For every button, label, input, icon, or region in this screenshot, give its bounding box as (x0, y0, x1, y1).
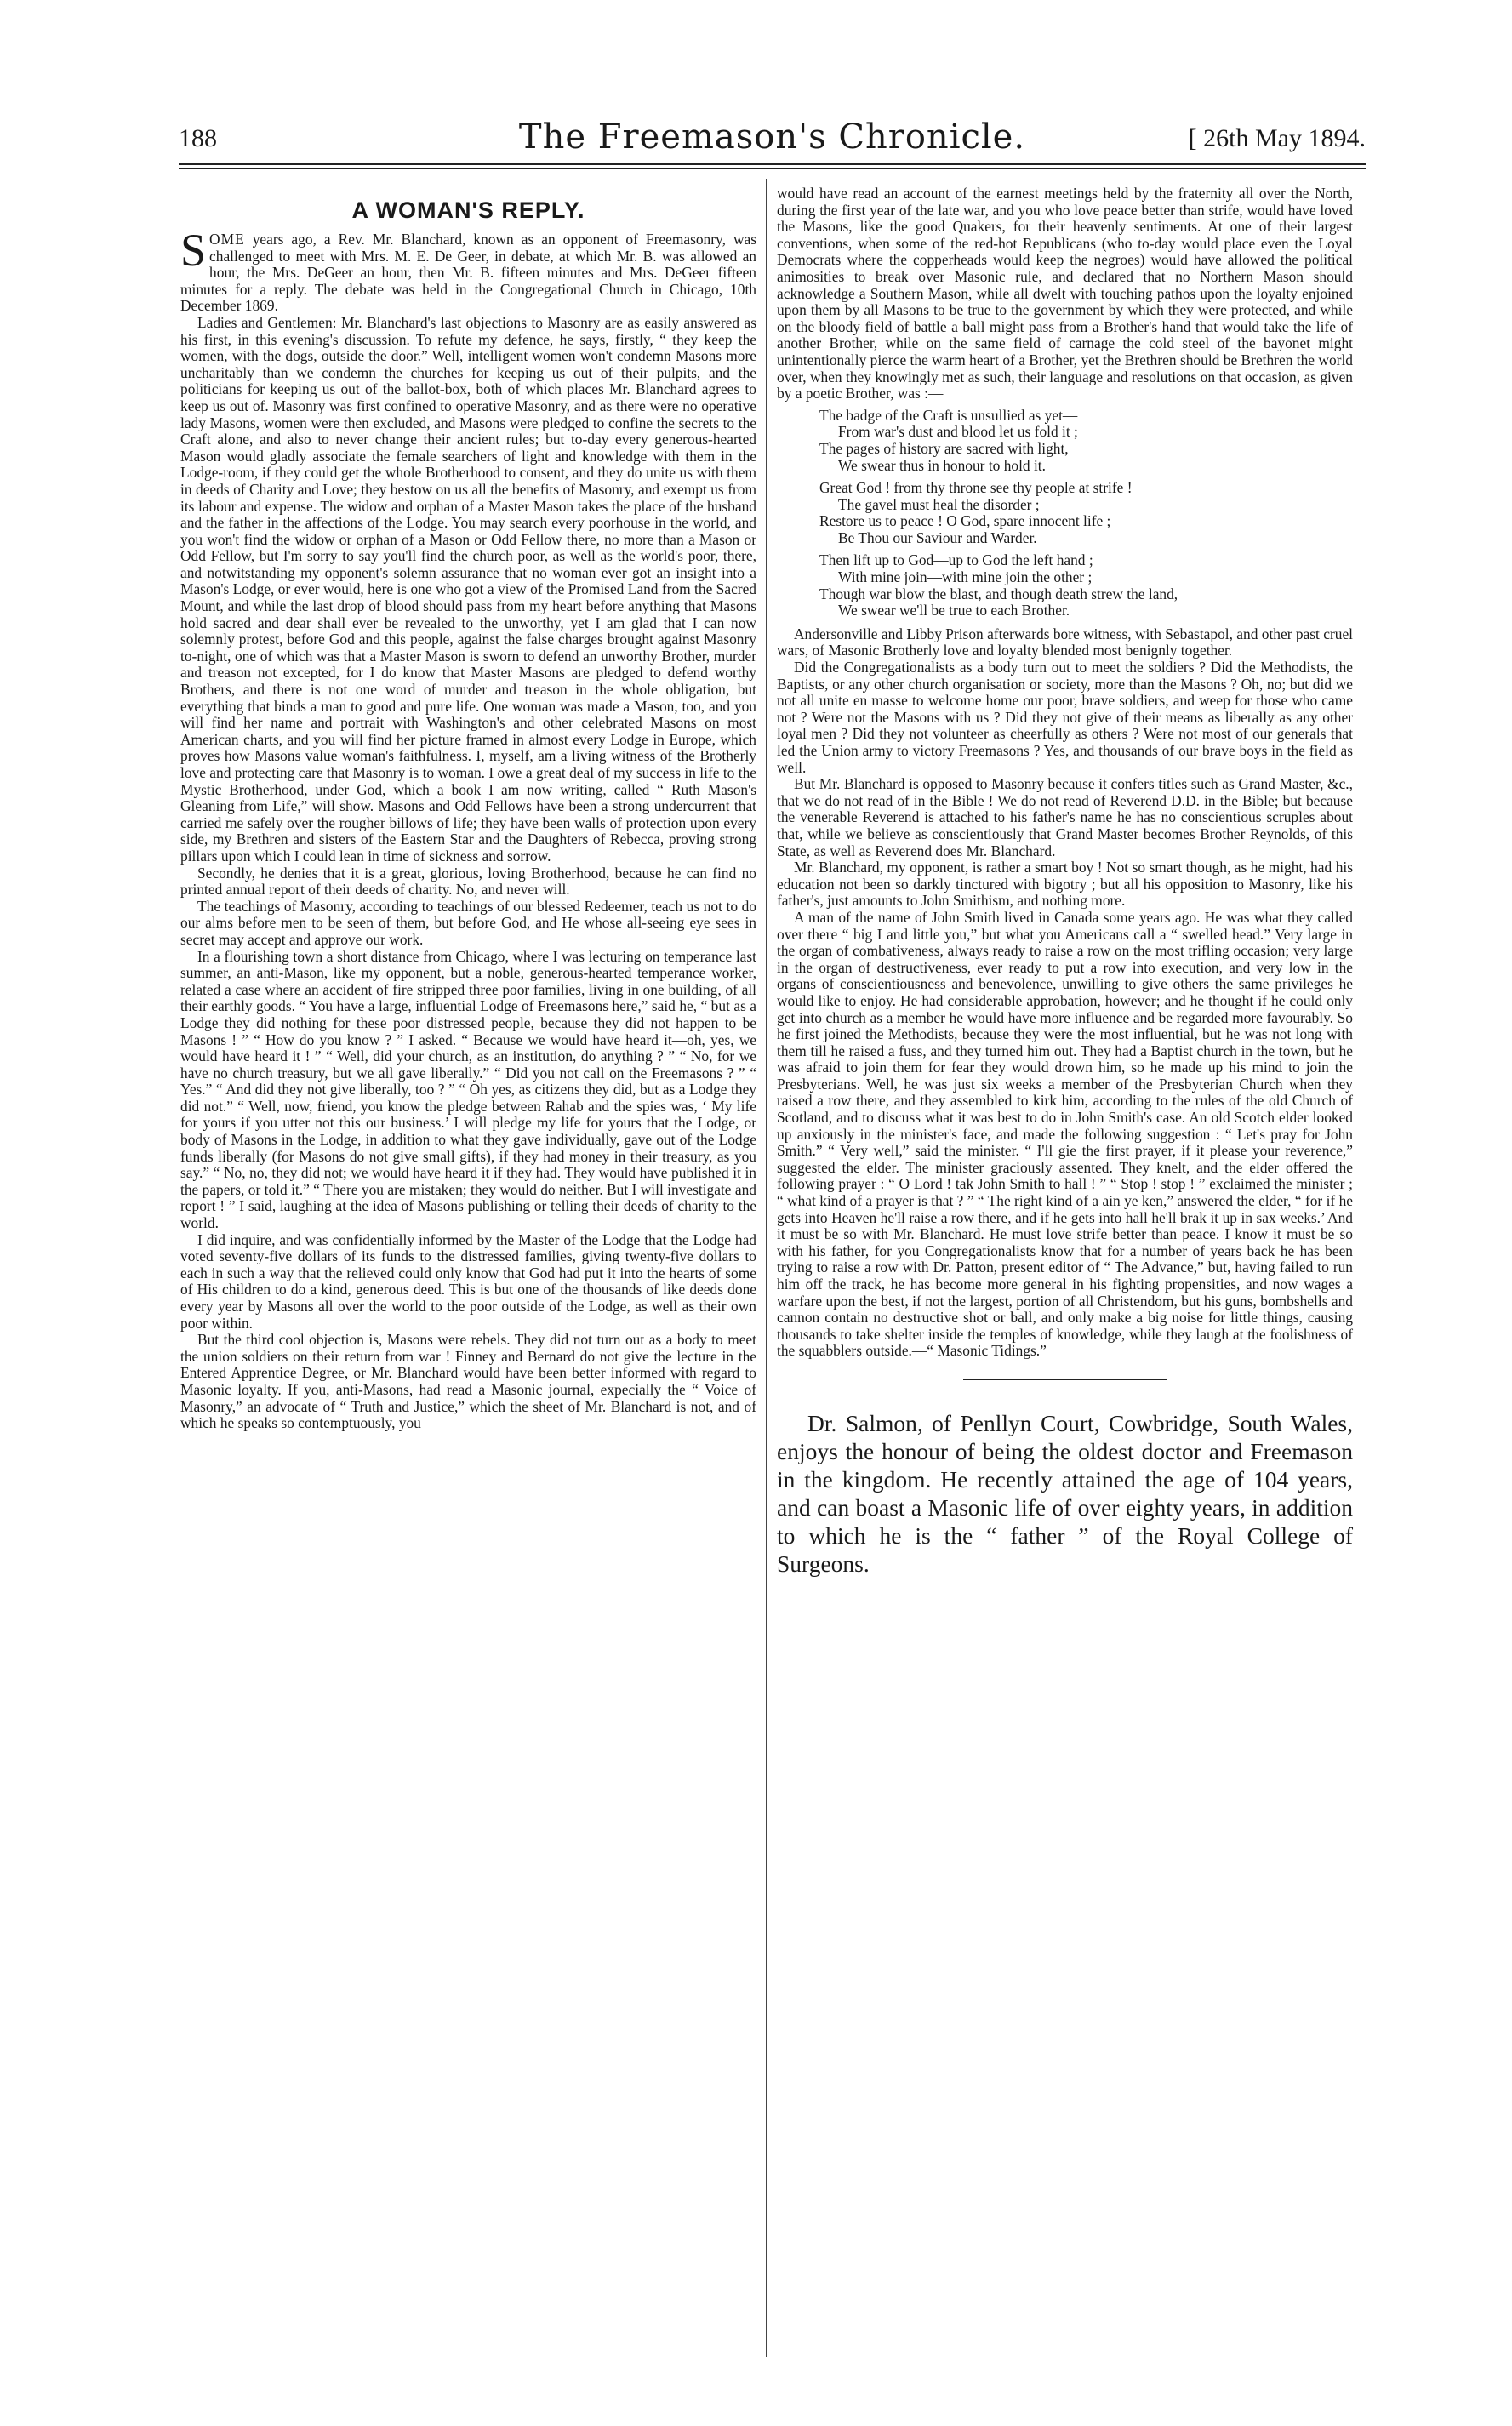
article-continuation: would have read an account of the earnest meetings held by the fraternity all over the North, during the first year of the late war, and you who love peace better than strife, would have loved the Masons, like the good Quakers, for their heavenly sentiments. At one of their largest conventions, when some of the red-hot Republicans (who to-day would place even the Loyal Democrats where the copperheads would keep the negroes) would have allowed the political animosities to break over Masonic rule, and declared that no Northern Mason should acknowledge a Southern Mason, while all dwelt with touching pathos upon the loyalty enjoined upon them by all Masons to be true to the government by which they were protected, and while on the bloody field of battle a ball might pass from a Brother's hand that would take the life of another Brother, while on the same field of carnage the cold steel of the bayonet might unintentionally pierce the warm heart of a Brother, yet the Brethren should be Brethren the world over, when they knowingly met as such, their language and resolutions on that occasion, as given by a poetic Brother, was :— (777, 185, 1353, 402)
drop-cap: S (180, 225, 207, 276)
poem-stanza (819, 552, 1353, 619)
column-divider (766, 179, 767, 2357)
masthead-rule (179, 163, 1366, 165)
article-paragraph: In a flourishing town a short distance from Chicago, where I was lecturing on temperance last summer, an anti-Mason, like my opponent, but a noble, generous-hearted temperance worker, related a case where an accident of fire stripped three poor families, living in one building, of all their earthly goods. “ You have a large, influential Lodge of Freemasons here,” said he, “ but as a Lodge they did nothing for these poor distressed people, because they did not happen to be Masons ! ” “ How do you know ? ” I asked. “ Because we would have heard it—oh, yes, we would have heard it ! ” “ Well, did your church, as an institution, do anything ? ” “ No, for we have no church treasury, but we all gave liberally.” “ Did you not call on the Freemasons ? ” “ Yes.” “ And did they not give liberally, too ? ” “ Oh yes, as citizens they did, but as a Lodge they did not.” “ Well, now, friend, you know the pledge between Rahab and the spies was, ‘ My life for yours if you utter not this our business.’ I will pledge my life for yours that the Lodge, or body of Masons in the Lodge, in addition to what they gave individually, gave out of the Lodge funds liberally (for Masons do not give small gifts), if they had money in their treasury, as you say.” “ No, no, they did not; we would have heard it if they had. They would have published it in the papers, or told it.” “ There you are mistaken; they would do neither. But I will investigate and report ! ” I said, laughing at the idea of Masons publishing or telling their deeds of charity to the world. (180, 947, 756, 1232)
poem-line: From war's dust and blood let us fold it ; (838, 423, 1078, 441)
masthead (179, 117, 1366, 160)
poem-line: Though war blow the blast, and though death strew the land, (819, 585, 1178, 602)
journal-title: The Freemason's Chronicle. (518, 117, 1026, 157)
poem-stanza (819, 408, 1353, 474)
article-title: A WOMAN'S REPLY. (351, 197, 585, 223)
news-item-salmon: Dr. Salmon, of Penllyn Court, Cowbridge, South Wales, enjoys the honour of being the oldest doctor and Freemason in the kingdom. He recently attained the age of 104 years, and can boast a Masonic life of over eighty years, in addition to which he is the “ father ” of the Royal College of Surgeons. (777, 1409, 1353, 1577)
article-paragraph: I did inquire, and was confidentially informed by the Master of the Lodge that the Lodge had voted seventy-five dollars of its funds to the distressed families, giving twenty-five dollars to each in such a way that the relieved could only know that God had put it into the hearts of some of His children to do a kind, generous deed. This is but one of the thousands of like deeds done every year by Masons all over the world to the poor outside of the Lodge, as well as their own poor within. (180, 1230, 756, 1332)
poem-stanza (819, 480, 1353, 546)
poem-line: We swear thus in honour to hold it. (838, 456, 1046, 474)
article-paragraph: Andersonville and Libby Prison afterwards bore witness, with Sebastapol, and other past cruel wars, of Masonic Brotherly love and loyalty blended most benignly together. (777, 625, 1353, 659)
opening-word: OME (209, 231, 245, 248)
poem-line: Be Thou our Saviour and Warder. (838, 528, 1037, 546)
poem (819, 408, 1353, 619)
page-number: 188 (179, 124, 217, 152)
article-paragraph: But Mr. Blanchard is opposed to Masonry because it confers titles such as Grand Master, &c., that we do not read of in the Bible ! We do not read of Reverend D.D. in the Bible; but because the venerable Reverend is attached to his father's name he has no conscientious scruples about that, while we believe as conscientiously that Grand Master becomes Brother Reynolds, of this State, as well as Reverend does Mr. Blanchard. (777, 775, 1353, 859)
article-paragraph: Mr. Blanchard, my opponent, is rather a smart boy ! Not so smart though, as he might, had his education not been so darkly tinctured with bigotry ; but all his opposition to Masonry, like his father's, just amounts to John Smithism, and nothing more. (777, 859, 1353, 910)
poem-line: The gavel must heal the disorder ; (838, 495, 1040, 513)
poem-line: The pages of history are sacred with light, (819, 439, 1069, 457)
article-intro (180, 225, 756, 315)
issue-date: [ 26th May 1894. (1188, 124, 1366, 152)
poem-line: Restore us to peace ! O God, spare innocent life ; (819, 512, 1111, 530)
right-column (777, 186, 1353, 1578)
poem-line: Then lift up to God—up to God the left hand ; (819, 551, 1093, 569)
poem-line: With mine join—with mine join the other ; (838, 568, 1093, 586)
poem-line: The badge of the Craft is unsullied as yet— (819, 406, 1078, 424)
poem-line: We swear we'll be true to each Brother. (838, 602, 1070, 619)
article-paragraph: Ladies and Gentlemen: Mr. Blanchard's last objections to Masonry are as easily answered as his first, in this evening's discussion. To refute my defence, he says, firstly, “ they keep the women, with the dogs, outside the door.” Well, intelligent women won't condemn Masons more uncharitably than we condemn the churches for keeping us out of their pulpits, and the politicians for keeping us out of the ballot-box, both of which places Mr. Blanchard agrees to keep us out of. Masonry was first confined to operative Masonry, and as there were no operative lady Masons, women were then excluded, and Masons were pledged to confine the secrets to the Craft alone, and also to never change their ancient rules; but to-day every generous-hearted Mason would gladly associate the female searchers of light and knowledge with them in the Lodge-room, if they could get the whole Brotherhood to consent, and they do unite us with them in deeds of Charity and Love; they bestow on us all the benefits of Masonry, and exempt us from its labour and expense. The widow and orphan of a Master Mason takes the place of the husband and the father in the affections of the Lodge. You may search every poorhouse in the world, and you won't find the widow or orphan of a Mason or Odd Fellow there, no more than a Mason or Odd Fellow, but I'm sorry to say you'll find the church poor, as well as the world's poor, there, and notwitstanding my opponent's solemn assurance that no woman ever got an insight into a Mason's Lodge, or ever would, here is one who got a view of the Promised Land from the Sacred Mount, and while the last drop of blood should pass from my heart before anything that Masons hold sacred and dear shall ever be revealed to the unworthy, yet I am glad that I can now solemnly protest, before God and this people, against the false charges brought against Masonry to-night, one of which was that a Master Mason is sworn to defend an unworthy Brother, murder and treason not excepted, for I do know that Master Masons are pledged to defend worthy Brothers, and there is not one word of murder and treason in the whole obligation, but everything that binds a man to good and pure life. One woman was made a Mason, too, and you will find her name and portrait with Washington's and other celebrated Masons on most American charts, and you will find her picture framed in almost every Lodge in Europe, which proves how Masons value woman's faithfulness. I, myself, am a living witness of the Brotherly love and protecting care that Masonry is to woman. I owe a great deal of my success in life to the Mystic Brotherhood, under God, which a book I am now writing, called “ Ruth Mason's Gleaning from Life,” will show. Masons and Odd Fellows have been a strong undercurrent that carried me safely over the rougher billows of life; they have been walls of protection upon every side, my Brethren and sisters of the Eastern Star and the Daughters of Rebecca, proving strong pillars upon which I could lean in time of sickness and sorrow. (180, 313, 756, 865)
intro-text: years ago, a Rev. Mr. Blanchard, known as an opponent of Freemasonry, was challenged to meet with Mrs. M. E. De Geer, in debate, at which Mr. B. was allowed an hour, the Mrs. DeGeer an hour, then Mr. B. fifteen minutes and Mrs. DeGeer fifteen minutes for a reply. The debate was held in the Congregational Church in Chicago, 10th December 1869. (180, 231, 756, 315)
article-paragraph: The teachings of Masonry, according to teachings of our blessed Redeemer, teach us not to do our alms before men to be seen of them, but before God, and He whose all-seeing eye sees in secret may accept and approve our work. (180, 897, 756, 948)
article-paragraph: A man of the name of John Smith lived in Canada some years ago. He was what they called over there “ big I and little you,” but what you Americans call a “ swelled head.” Very large in the organ of combativeness, always ready to raise a row on the most trifling occasion; very large in the organ of destructiveness, ever ready to put a row into execution, and very low in the organs of conscientiousness and benevolence, unwilling to give others the same privileges he would like to enjoy. He had considerable approbation, however; and he thought if he could only get into church as a member he would have more influence and be regarded more favourably. So he first joined the Methodists, because they were the most influential, but he was not long with them till he raised a fuss, and they turned him out. They had a Baptist church in the town, but he was afraid to join them for fear they would drown him, so he made up his mind to join the Presbyterians. Well, he was just six weeks a member of the Presbyterian Church when they raised a row there, and they assembled to kirk him, according to the rules of the old Church of Scotland, and to discuss what it was best to do in John Smith's case. An old Scotch elder looked up anxiously in the minister's face, and made the following suggestion : “ Let's pray for John Smith.” “ Very well,” said the minister. “ I'll gie the first prayer, if it please your reverence,” suggested the elder. The minister graciously assented. They knelt, and the elder offered the following prayer : “ O Lord ! tak John Smith to hall ! ” “ Stop ! stop ! ” exclaimed the minister ; “ what kind of a prayer is that ? ” “ The right kind of a ain ye ken,” answered the elder, “ for if he gets into Heaven he'll raise a row there, and if he gets into hall he'll brak it up in sax weeks.’ And it must be so with Mr. Blanchard. He must love strife better than peace. I know it must be so with his father, for you Congregationalists know that for a number of years back he has been trying to raise a row with Dr. Patton, present editor of “ The Advance,” but, having failed to run him off the track, he has become more general in his fighting propensities, and now wages a warfare upon the best, if not the largest, portion of all Christendom, but his guns, bombshells and cannon contain no destructive shot or ball, and only make a big noise for little things, causing thousands to take shelter inside the temples of knowledge, while they laugh at the foolishness of the squabblers outside.—“ Masonic Tidings.” (777, 908, 1353, 1360)
article-paragraph: But the third cool objection is, Masons were rebels. They did not turn out as a body to meet the union soldiers on their return from war ! Finney and Bernard do not give the lecture in the Entered Apprentice Degree, or Mr. Blanchard would have been better informed with regard to Masonic loyalty. If you, anti-Masons, had read a Masonic journal, expecially the “ Voice of Masonry,” an advocate of “ Truth and Justice,” which the sheet of Mr. Blanchard is not, and of which he speaks so contemptuously, you (180, 1331, 756, 1432)
article-paragraph: Secondly, he denies that it is a great, glorious, loving Brotherhood, because he can find no printed annual report of their deeds of charity. No, and never will. (180, 864, 756, 899)
article-paragraph: Did the Congregationalists as a body turn out to meet the soldiers ? Did the Methodists, the Baptists, or any other church organisation or society, more than the Masons ? Oh, no; but did we not all unite en masse to welcome home our poor, brave soldiers, and weep for those who came not ? Were not the Masons with us ? Did they not give of their means as liberally as any other loyal men ? Did they not volunteer as cheerfully as others ? Were not most of our generals that led the Union army to victory Freemasons ? Yes, and thousands of our brave boys in the field as well. (777, 659, 1353, 776)
left-column (180, 186, 756, 1432)
poem-line: Great God ! from thy throne see thy people at strife ! (819, 479, 1133, 497)
article-end-rule (963, 1379, 1167, 1380)
masthead-rule-thin (179, 168, 1366, 169)
